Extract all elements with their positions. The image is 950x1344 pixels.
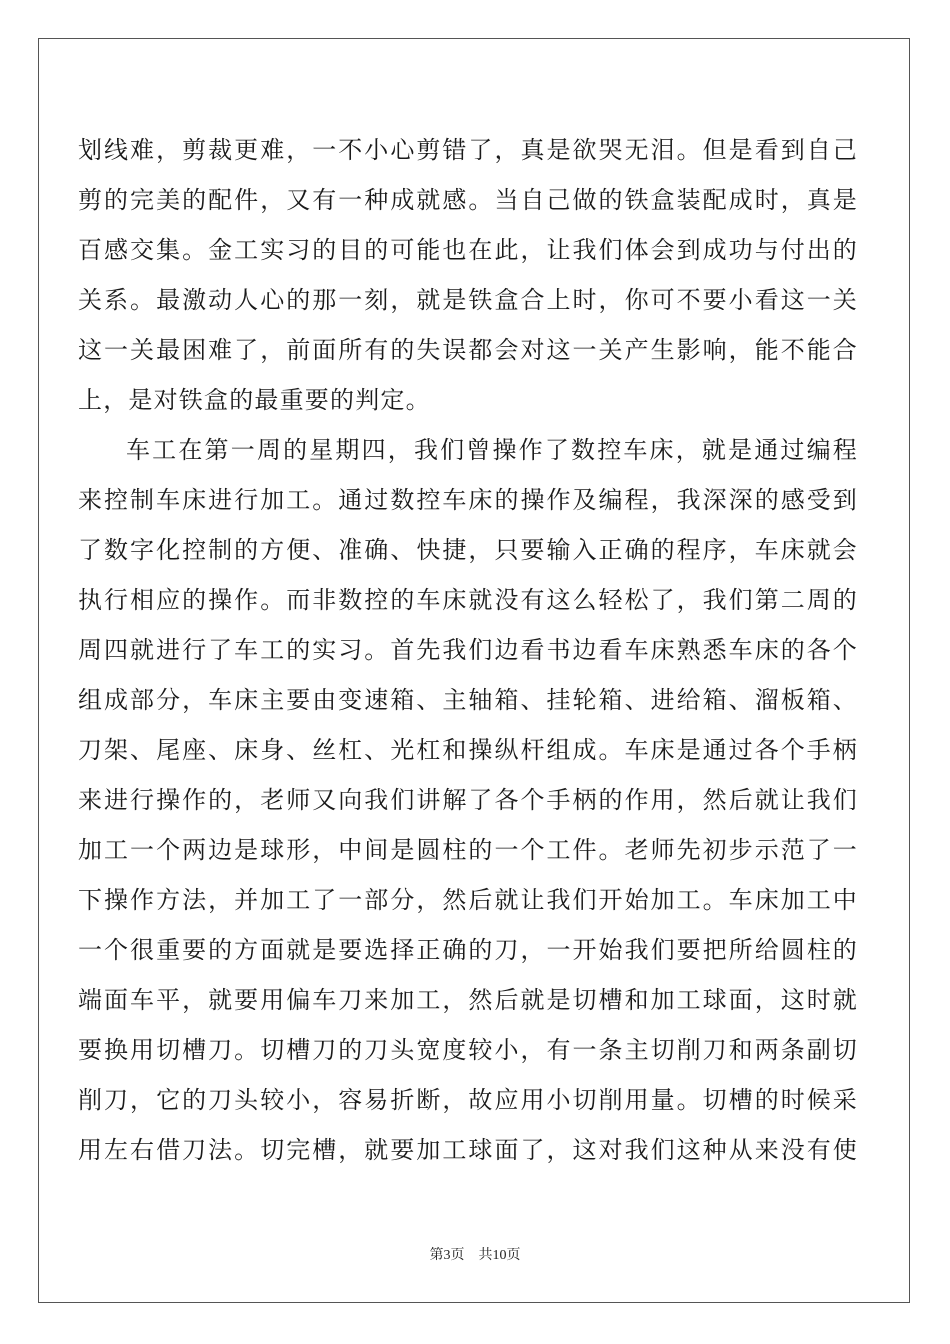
text-line: 划线难，剪裁更难，一不小心剪错了，真是欲哭无泪。但是看到自己 bbox=[78, 136, 858, 164]
text-line: 要换用切槽刀。切槽刀的刀头宽度较小，有一条主切削刀和两条副切 bbox=[78, 1036, 858, 1064]
text-line: 来进行操作的，老师又向我们讲解了各个手柄的作用，然后就让我们 bbox=[78, 786, 858, 814]
text-line: 这一关最困难了，前面所有的失误都会对这一关产生影响，能不能合 bbox=[78, 336, 858, 364]
text-line: 了数字化控制的方便、准确、快捷，只要输入正确的程序，车床就会 bbox=[78, 536, 858, 564]
text-line: 关系。最激动人心的那一刻，就是铁盒合上时，你可不要小看这一关 bbox=[78, 286, 858, 314]
text-line: 剪的完美的配件，又有一种成就感。当自己做的铁盒装配成时，真是 bbox=[78, 186, 858, 214]
page-total: 共10页 bbox=[478, 1248, 521, 1263]
text-line: 组成部分，车床主要由变速箱、主轴箱、挂轮箱、进给箱、溜板箱、 bbox=[78, 686, 858, 714]
text-line: 用左右借刀法。切完槽，就要加工球面了，这对我们这种从来没有使 bbox=[78, 1136, 858, 1164]
text-line: 周四就进行了车工的实习。首先我们边看书边看车床熟悉车床的各个 bbox=[78, 636, 858, 664]
text-line: 一个很重要的方面就是要选择正确的刀，一开始我们要把所给圆柱的 bbox=[78, 936, 858, 964]
text-line: 加工一个两边是球形，中间是圆柱的一个工件。老师先初步示范了一 bbox=[78, 836, 858, 864]
text-line: 执行相应的操作。而非数控的车床就没有这么轻松了，我们第二周的 bbox=[78, 586, 858, 614]
text-line: 削刀，它的刀头较小，容易折断，故应用小切削用量。切槽的时候采 bbox=[78, 1086, 858, 1114]
text-line: 刀架、尾座、床身、丝杠、光杠和操纵杆组成。车床是通过各个手柄 bbox=[78, 736, 858, 764]
page-number: 第3页 bbox=[429, 1248, 465, 1263]
text-line: 来控制车床进行加工。通过数控车床的操作及编程，我深深的感受到 bbox=[78, 486, 858, 514]
page-footer bbox=[0, 1244, 950, 1264]
text-line: 端面车平，就要用偏车刀来加工，然后就是切槽和加工球面，这时就 bbox=[78, 986, 858, 1014]
text-line: 下操作方法，并加工了一部分，然后就让我们开始加工。车床加工中 bbox=[78, 886, 858, 914]
text-line: 百感交集。金工实习的目的可能也在此，让我们体会到成功与付出的 bbox=[78, 236, 858, 264]
text-line: 上，是对铁盒的最重要的判定。 bbox=[78, 386, 431, 414]
text-line: 车工在第一周的星期四，我们曾操作了数控车床，就是通过编程 bbox=[126, 436, 858, 464]
